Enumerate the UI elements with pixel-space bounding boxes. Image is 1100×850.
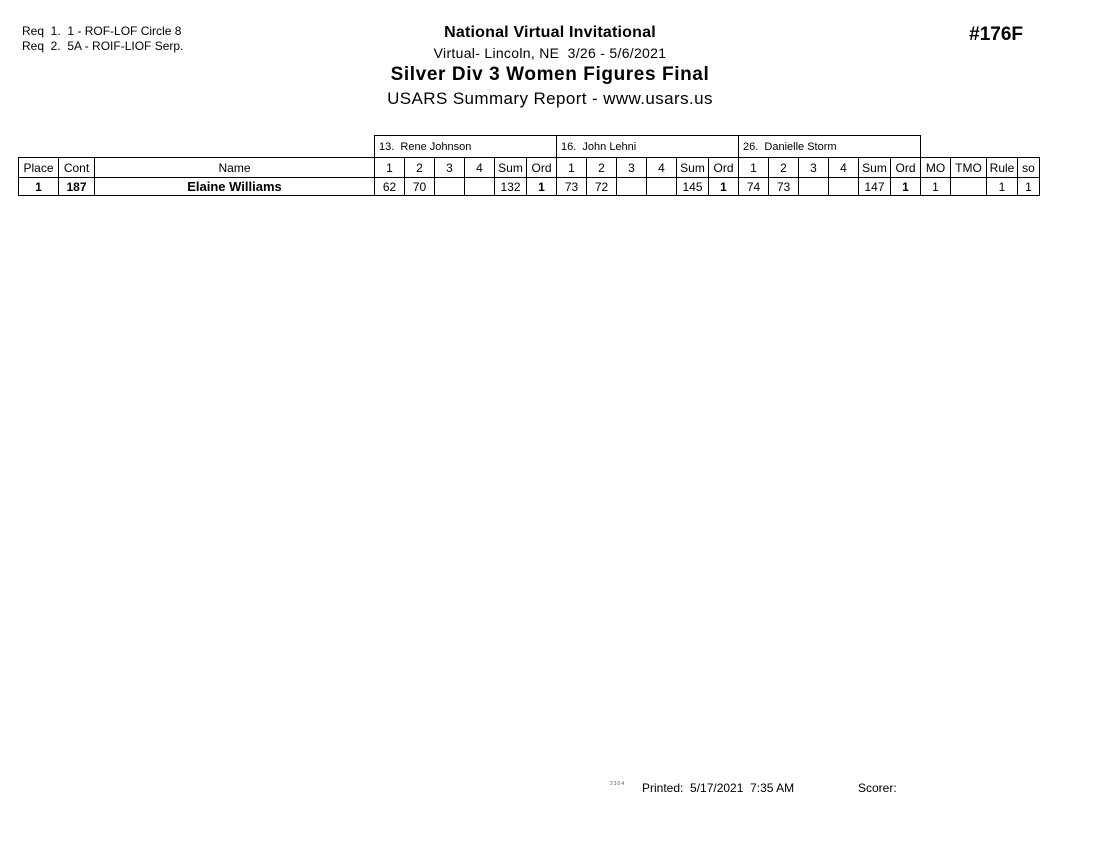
- judge-header-row: [19, 136, 1040, 158]
- table-row: [19, 178, 1040, 196]
- j3-score-1-cell: 74: [739, 178, 769, 196]
- judge-1-name: 13. Rene Johnson: [375, 136, 557, 158]
- j3-score-4-cell: [829, 178, 859, 196]
- header-rule: Rule: [987, 158, 1018, 178]
- j1-score-3-cell: [435, 178, 465, 196]
- j1-score-4-cell: [465, 178, 495, 196]
- event-number: #176F: [969, 24, 1023, 45]
- j3-score-3-cell: [799, 178, 829, 196]
- header-j3-sum: Sum: [859, 158, 891, 178]
- event-location-dates: Virtual- Lincoln, NE 3/26 - 5/6/2021: [433, 45, 667, 61]
- header-cont: Cont: [59, 158, 95, 178]
- judge-row-spacer-right: [921, 136, 1040, 158]
- printed-timestamp: Printed: 5/17/2021 7:35 AM: [642, 781, 795, 795]
- rule-cell: 1: [987, 178, 1018, 196]
- j1-score-1-cell: 62: [375, 178, 405, 196]
- header-so: so: [1018, 158, 1040, 178]
- header-name: Name: [95, 158, 375, 178]
- header-j2-s4: 4: [647, 158, 677, 178]
- header-place: Place: [19, 158, 59, 178]
- place-cell: 1: [19, 178, 59, 196]
- j2-score-3-cell: [617, 178, 647, 196]
- header-mo: MO: [921, 158, 951, 178]
- header-j3-s4: 4: [829, 158, 859, 178]
- header-tmo: TMO: [951, 158, 987, 178]
- so-cell: 1: [1018, 178, 1040, 196]
- header-j3-s3: 3: [799, 158, 829, 178]
- results-table: [18, 135, 1040, 196]
- scorer-label: Scorer:: [858, 781, 897, 795]
- tmo-cell: [951, 178, 987, 196]
- header-j1-sum: Sum: [495, 158, 527, 178]
- header-j3-ord: Ord: [891, 158, 921, 178]
- header-j1-s2: 2: [405, 158, 435, 178]
- header-j1-s4: 4: [465, 158, 495, 178]
- j2-score-2-cell: 72: [587, 178, 617, 196]
- j3-score-2-cell: 73: [769, 178, 799, 196]
- cont-cell: 187: [59, 178, 95, 196]
- req-line-1: Req 1. 1 - ROF-LOF Circle 8: [22, 24, 182, 38]
- column-header-row: [19, 158, 1040, 178]
- division-title: Silver Div 3 Women Figures Final: [390, 64, 710, 85]
- judge-2-name: 16. John Lehni: [557, 136, 739, 158]
- header-j1-ord: Ord: [527, 158, 557, 178]
- judge-3-name: 26. Danielle Storm: [739, 136, 921, 158]
- header-j3-s1: 1: [739, 158, 769, 178]
- header-j2-s1: 1: [557, 158, 587, 178]
- report-type: USARS Summary Report - www.usars.us: [387, 89, 713, 108]
- version-mark: 2304: [610, 781, 626, 787]
- j1-ord-cell: 1: [527, 178, 557, 196]
- j1-sum-cell: 132: [495, 178, 527, 196]
- j1-score-2-cell: 70: [405, 178, 435, 196]
- j2-score-4-cell: [647, 178, 677, 196]
- header-j2-s2: 2: [587, 158, 617, 178]
- header-j2-sum: Sum: [677, 158, 709, 178]
- header-j2-s3: 3: [617, 158, 647, 178]
- page-heading: [0, 23, 1100, 110]
- j2-ord-cell: 1: [709, 178, 739, 196]
- header-j3-s2: 2: [769, 158, 799, 178]
- j3-sum-cell: 147: [859, 178, 891, 196]
- header-j1-s3: 3: [435, 158, 465, 178]
- j2-sum-cell: 145: [677, 178, 709, 196]
- req-line-2: Req 2. 5A - ROIF-LIOF Serp.: [22, 39, 184, 53]
- judge-row-spacer-left: [19, 136, 375, 158]
- header-j2-ord: Ord: [709, 158, 739, 178]
- j3-ord-cell: 1: [891, 178, 921, 196]
- event-title: National Virtual Invitational: [444, 24, 656, 41]
- j2-score-1-cell: 73: [557, 178, 587, 196]
- mo-cell: 1: [921, 178, 951, 196]
- header-j1-s1: 1: [375, 158, 405, 178]
- skater-name-cell: Elaine Williams: [95, 178, 375, 196]
